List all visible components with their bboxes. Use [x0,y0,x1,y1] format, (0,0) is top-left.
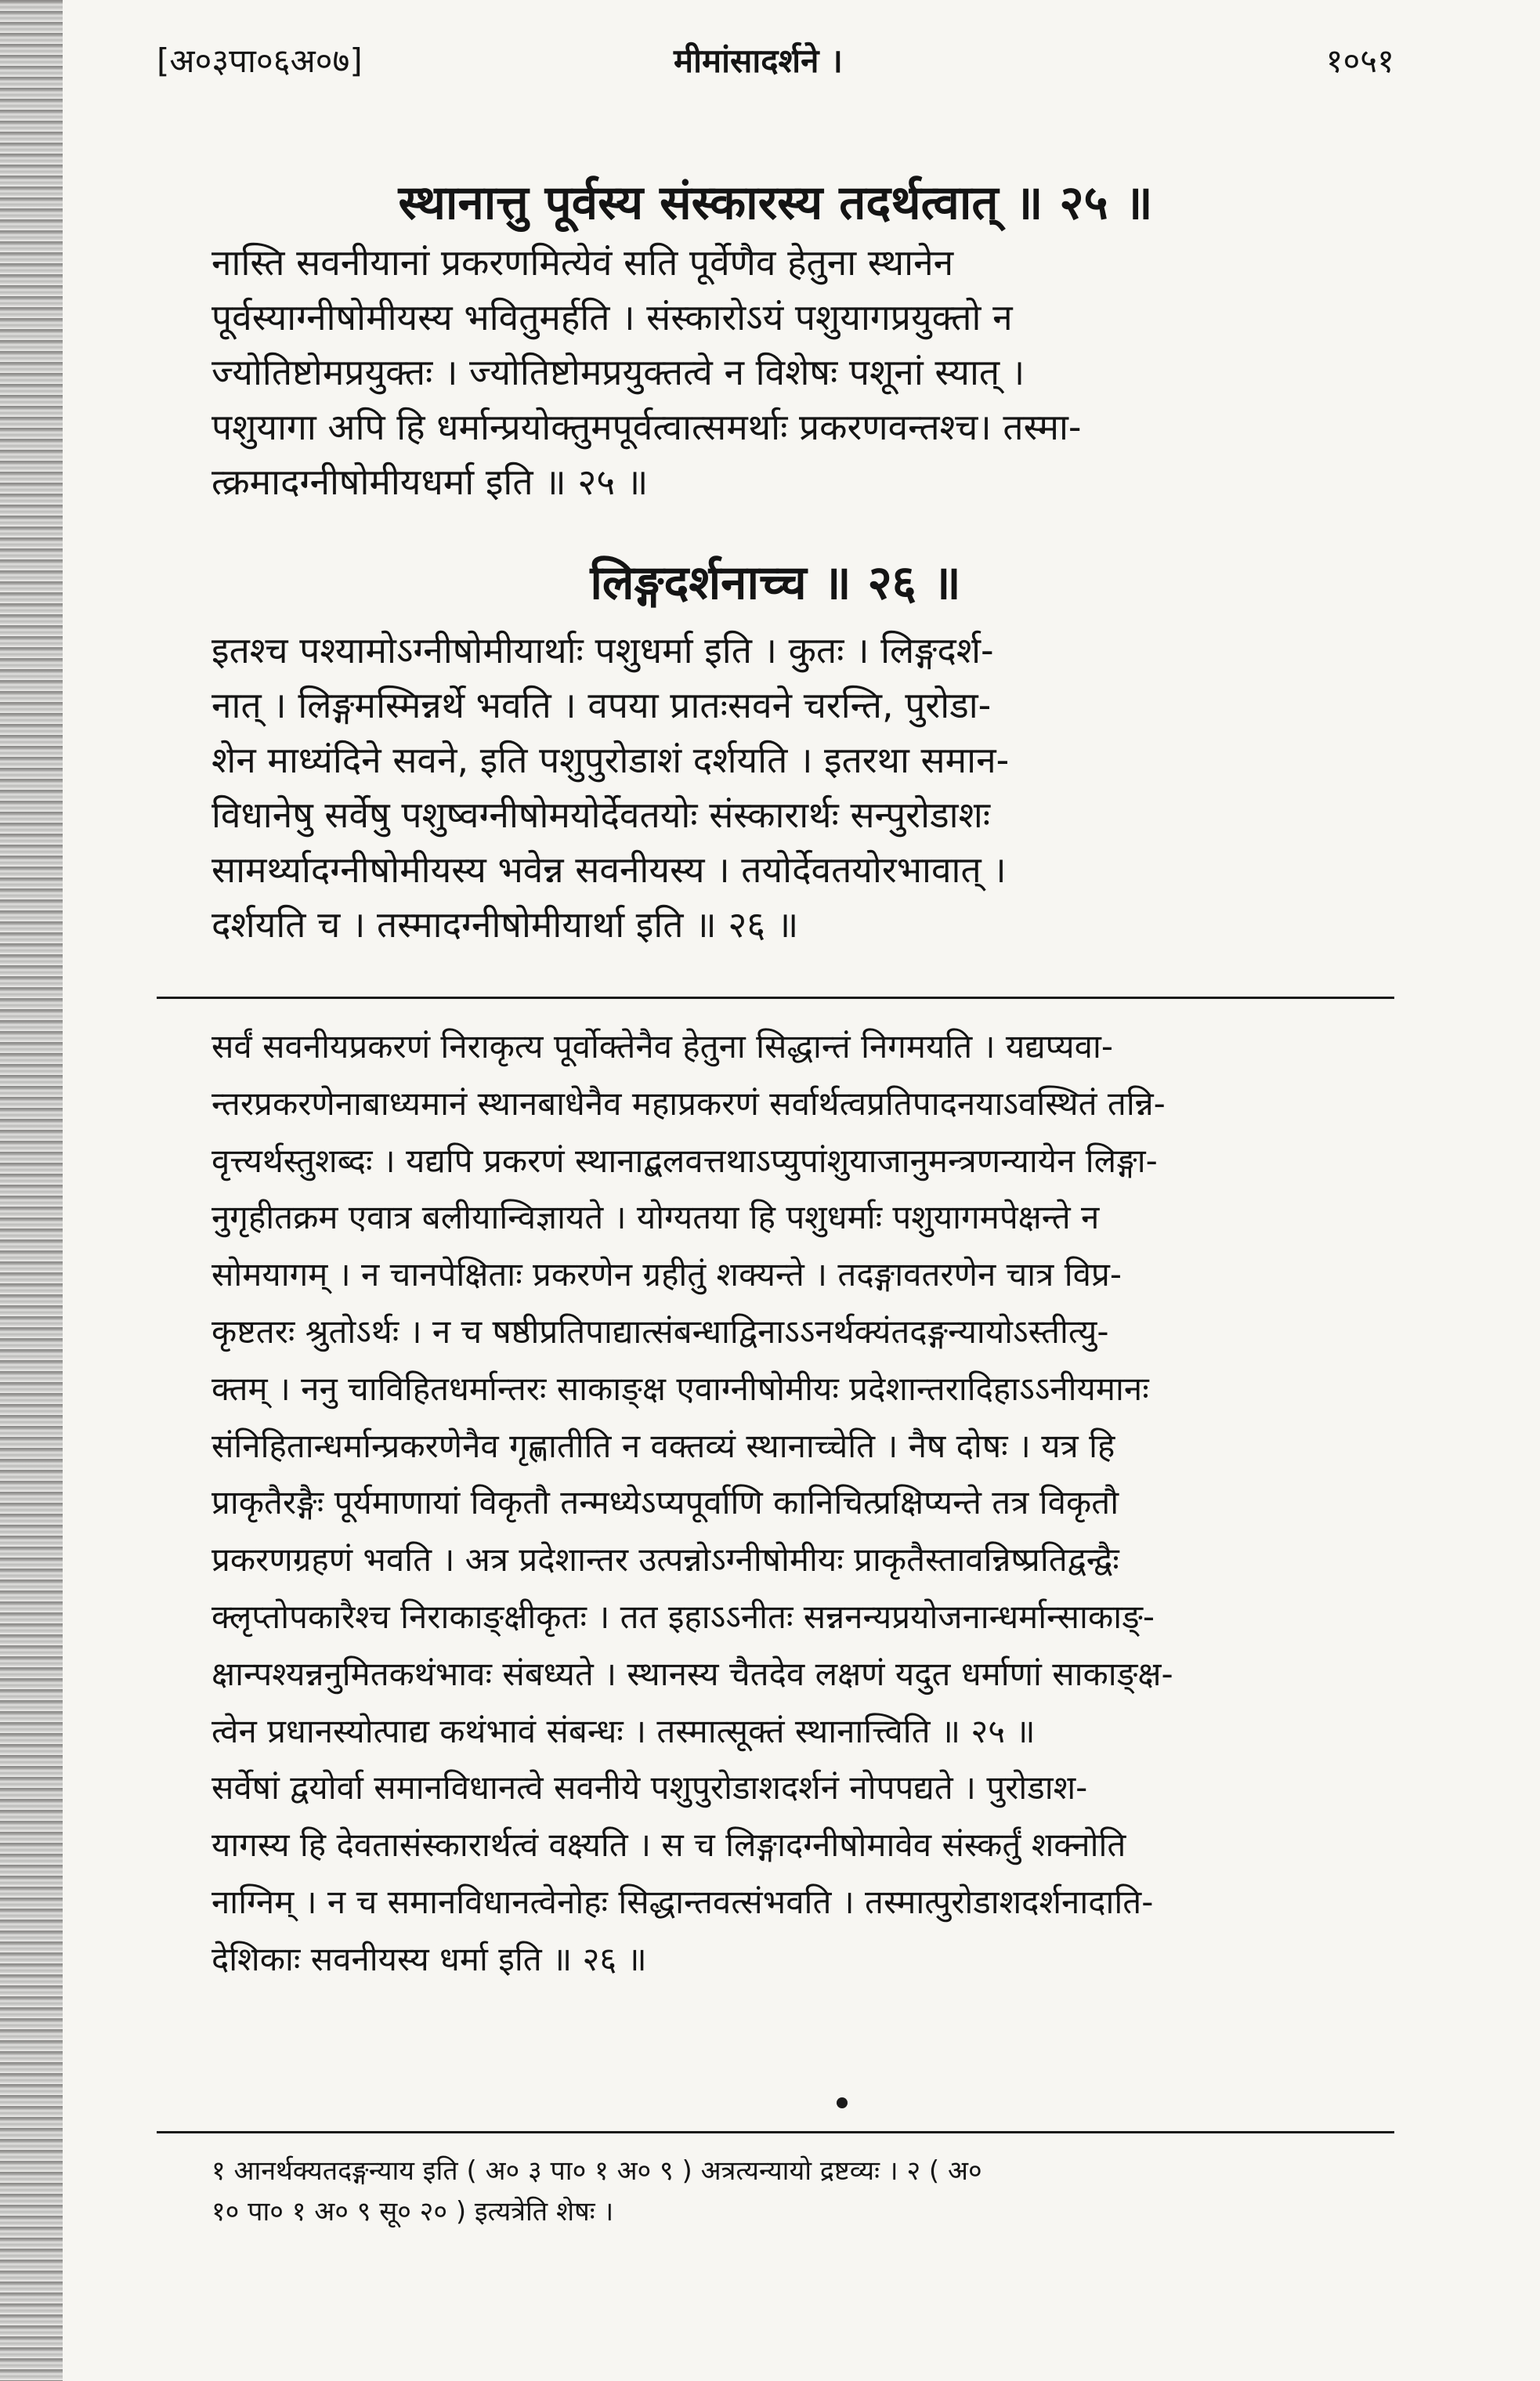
commentary-line: यागस्य हि देवतासंस्कारार्थत्वं वक्ष्यति । स च लिङ्गादग्नीषोमावेव संस्कर्तुं शक्नोति [211,1826,1126,1865]
bhashya-line: इतश्च पश्यामोऽग्नीषोमीयार्थाः पशुधर्मा इति । कुतः । लिङ्गदर्श- [211,629,994,671]
section-divider [157,997,1394,999]
page-number: १०५१ [1325,42,1394,80]
sutra-26-bhashya [211,623,1394,952]
bhashya-line: पशुयागा अपि हि धर्मान्प्रयोक्तुमपूर्वत्वात्समर्थाः प्रकरणवन्तश्च। तस्मा- [211,406,1082,448]
commentary-line: देशिकाः सवनीयस्य धर्मा इति ॥ २६ ॥ [211,1939,647,1978]
commentary-line: त्वेन प्रधानस्योत्पाद्य कथंभावं संबन्धः । तस्मात्सूक्तं स्थानात्त्विति ॥ २५ ॥ [211,1711,1036,1750]
bhashya-line: सामर्थ्यादग्नीषोमीयस्य भवेन्न सवनीयस्य । तयोर्देवतयोरभावात् । [211,849,1007,891]
bhashya-line: त्क्रमादग्नीषोमीयधर्मा इति ॥ २५ ॥ [211,461,649,503]
sutra-26-heading: लिङ्गदर्शनाच्च ॥ २६ ॥ [590,555,961,610]
commentary-line: वृत्त्यर्थस्तुशब्दः । यद्यपि प्रकरणं स्थानाद्बलवत्तथाऽप्युपांशुयाजानुमन्त्रणन्यायेन लिङ्गा- [211,1141,1158,1180]
commentary-line: कृष्टतरः श्रुतोऽर्थः । न च षष्ठीप्रतिपाद्यात्संबन्धाद्विनाऽऽनर्थक्यंतदङ्गन्यायोऽस्तीत्यु- [211,1312,1109,1351]
bhashya-line: नात् । लिङ्गमस्मिन्नर्थे भवति । वपया प्रातःसवने चरन्ति, पुरोडा- [211,684,992,726]
bhashya-line: ज्योतिष्टोमप्रयुक्तः । ज्योतिष्टोमप्रयुक्तत्वे न विशेषः पशूनां स्यात् । [211,351,1025,393]
book-title: मीमांसादर्शने । [674,42,843,80]
commentary-line: सर्वेषां द्वयोर्वा समानविधानत्वे सवनीये पशुपुरोडाशदर्शनं नोपपद्यते । पुरोडाश- [211,1768,1088,1807]
bhashya-line: नास्ति सवनीयानां प्रकरणमित्येवं सति पूर्वेणैव हेतुना स्थानेन [211,241,954,284]
footnotes [211,2151,1394,2232]
commentary-line: प्राकृतैरङ्गैः पूर्यमाणायां विकृतौ तन्मध्येऽप्यपूर्वाणि कानिचित्प्रक्षिप्यन्ते तत्र विकृतौ [211,1483,1119,1522]
commentary-line: नुगृहीतक्रम एवात्र बलीयान्विज्ञायते । योग्यतया हि पशुधर्माः पशुयागमपेक्षन्ते न [211,1198,1100,1237]
ink-dot [837,2097,848,2108]
running-header [157,38,1394,92]
commentary-line: क्लृप्तोपकारैश्च निराकाङ्क्षीकृतः । तत इहाऽऽनीतः सन्ननन्यप्रयोजनान्धर्मान्साकाङ्- [211,1597,1155,1636]
commentary-line: सोमयागम् । न चानपेक्षिताः प्रकरणेन ग्रहीतुं शक्यन्ते । तदङ्गावतरणेन चात्र विप्र- [211,1255,1122,1294]
bhashya-line: शेन माध्यंदिने सवने, इति पशुपुरोडाशं दर्शयति । इतरथा समान- [211,739,1010,781]
commentary-line: नाग्निम् । न च समानविधानत्वेनोहः सिद्धान्तवत्संभवति । तस्मात्पुरोडाशदर्शनादाति- [211,1882,1154,1921]
commentary-line: संनिहितान्धर्मान्प्रकरणेनैव गृह्णातीति न वक्तव्यं स्थानाच्चेति । नैष दोषः । यत्र हि [211,1426,1115,1465]
commentary-line: प्रकरणग्रहणं भवति । अत्र प्रदेशान्तर उत्पन्नोऽग्नीषोमीयः प्राकृतैस्तावन्निष्प्रतिद्वन्द्वैः [211,1540,1119,1579]
footnote-divider [157,2131,1394,2133]
sutra-25-heading: स्थानात्तु पूर्वस्य संस्कारस्य तदर्थत्वात् ॥ २५ ॥ [398,175,1153,230]
footnote-line: १० पा० १ अ० ९ सू० २० ) इत्यत्रेति शेषः । [211,2196,614,2227]
commentary-line: सर्वं सवनीयप्रकरणं निराकृत्य पूर्वोक्तेनैव हेतुना सिद्धान्तं निगमयति । यद्यप्यवा- [211,1027,1114,1066]
commentary-line: न्तरप्रकरणेनाबाध्यमानं स्थानबाधेनैव महाप्रकरणं सर्वार्थत्वप्रतिपादनयाऽवस्थितं तन्नि- [211,1084,1166,1123]
commentary-line: क्तम् । ननु चाविहितधर्मान्तरः साकाङ्क्ष एवाग्नीषोमीयः प्रदेशान्तरादिहाऽऽनीयमानः [211,1369,1149,1408]
bhashya-line: विधानेषु सर्वेषु पशुष्वग्नीषोमयोर्देवतयोः संस्कारार्थः सन्पुरोडाशः [211,794,991,836]
chapter-reference: [अ०३पा०६अ०७] [157,42,363,80]
commentary-line: क्षान्पश्यन्ननुमितकथंभावः संबध्यते । स्थानस्य चैतदेव लक्षणं यदुत धर्माणां साकाङ्क्ष- [211,1654,1173,1693]
footnote-line: १ आनर्थक्यतदङ्गन्याय इति ( अ० ३ पा० १ अ० ९ ) अत्रत्यन्यायो द्रष्टव्यः । २ ( अ० [211,2155,982,2187]
tantravartika-commentary [211,1019,1394,1988]
sutra-25-bhashya [211,235,1394,509]
bhashya-line: पूर्वस्याग्नीषोमीयस्य भवितुमर्हति । संस्कारोऽयं पशुयागप्रयुक्तो न [211,296,1013,338]
bhashya-line: दर्शयति च । तस्मादग्नीषोमीयार्था इति ॥ २६ ॥ [211,903,799,946]
